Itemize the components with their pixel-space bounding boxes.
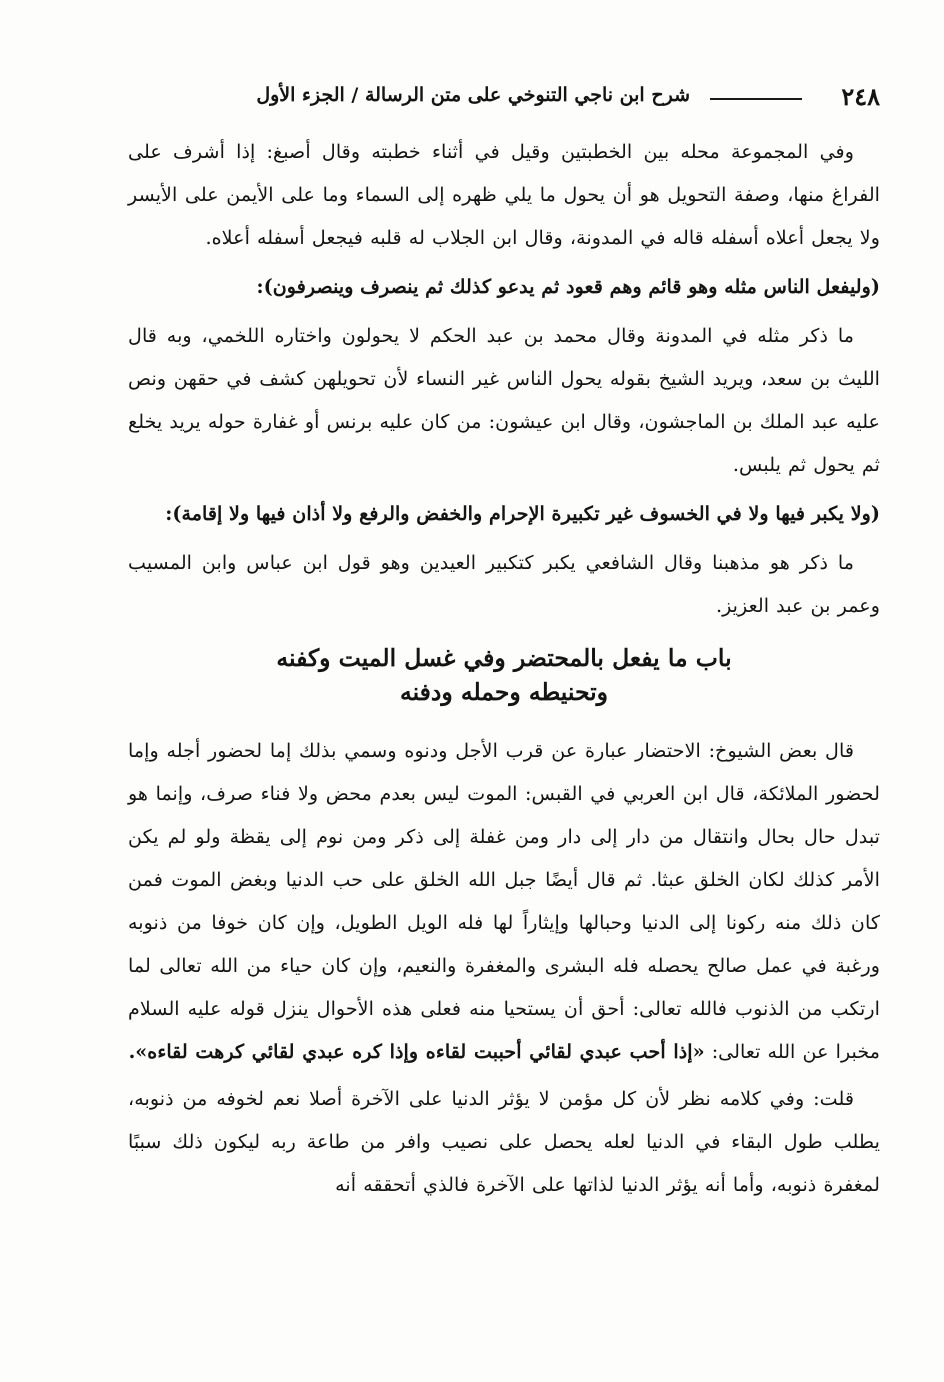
running-title: شرح ابن ناجي التنوخي على متن الرسالة / الجزء الأول	[256, 84, 690, 106]
matn-text: (ولا يكبر فيها ولا في الخسوف غير تكبيرة الإحرام والخفض والرفع ولا أذان فيها ولا إقامة):	[165, 502, 880, 525]
header-rule	[710, 98, 802, 100]
paragraph	[128, 729, 880, 1073]
chapter-heading-line: وتحنيطه وحمله ودفنه	[399, 678, 609, 706]
page-number: ٢٤٨	[841, 82, 880, 111]
chapter-heading	[128, 641, 880, 709]
paragraph: ما ذكر مثله في المدونة وقال محمد بن عبد الحكم لا يحولون واختاره اللخمي، وبه قال الليث بن سعد، ويريد الشيخ بقوله يحول الناس غير النساء لأن تحويلهن كشف في حقهن ونص عليه عبد الملك بن الماجشون، وقال ابن عيشون: من كان عليه برنس أو غفارة حوله يريد يخلع ثم يحول ثم يلبس.	[128, 324, 880, 476]
paragraph: وفي المجموعة محله بين الخطبتين وقيل في أثناء خطبته وقال أصبغ: إذا أشرف على الفراغ منها، وصفة التحويل هو أن يحول ما يلي ظهره إلى السماء وما على الأيمن على الأيسر ولا يجعل أعلاه أسفله قاله في المدونة، وقال ابن الجلاب له قلبه فيجعل أسفله أعلاه.	[128, 140, 880, 249]
page-header	[120, 80, 880, 122]
paragraph: ما ذكر هو مذهبنا وقال الشافعي يكبر كتكبير العيدين وهو قول ابن عباس وابن المسيب وعمر بن عبد العزيز.	[128, 551, 880, 617]
paragraph: قلت: وفي كلامه نظر لأن كل مؤمن لا يؤثر الدنيا على الآخرة أصلا نعم لخوفه من ذنوبه، يطلب طول البقاء في الدنيا لعله يحصل على نصيب وافر من طاعة ربه ليكون ذلك سببًا لمغفرة ذنوبه، وأما أنه يؤثر الدنيا لذاتها على الآخرة فالذي أتحققه أنه	[128, 1087, 880, 1196]
matn-text: (وليفعل الناس مثله وهو قائم وهم قعود ثم يدعو كذلك ثم ينصرف وينصرفون):	[256, 275, 880, 298]
page-body	[128, 130, 880, 1210]
chapter-heading-line: باب ما يفعل بالمحتضر وفي غسل الميت وكفنه	[276, 644, 732, 672]
hadith-quote: «إذا أحب عبدي لقائي أحببت لقاءه وإذا كره عبدي لقائي كرهت لقاءه».	[128, 1040, 705, 1063]
paragraph-text: قال بعض الشيوخ: الاحتضار عبارة عن قرب الأجل ودنوه وسمي بذلك إما لحضور أجله وإما لحضور الملائكة، قال ابن العربي في القبس: الموت ليس بعدم محض ولا فناء صرف، وإنما هو تبدل حال بحال وانتقال من دار إلى دار ومن غفلة إلى ذكر ومن نوم إلى يقظة ولو لم يكن الأمر كذلك لكان الخلق عبثا. ثم قال أيضًا جبل الله الخلق على حب الدنيا وبغض الموت فمن كان ذلك منه ركونا إلى الدنيا وحبالها وإيثاراً لها فله الويل الطويل، وإن كان خوفا من ذنوبه ورغبة في عمل صالح يحصله فله البشرى والمغفرة والنعيم، وإن كان حياء من الله تعالى لما ارتكب من الذنوب فالله تعالى: أحق أن يستحيا منه فعلى هذه الأحوال ينزل قوله عليه السلام مخبرا عن الله تعالى:	[128, 739, 880, 1063]
